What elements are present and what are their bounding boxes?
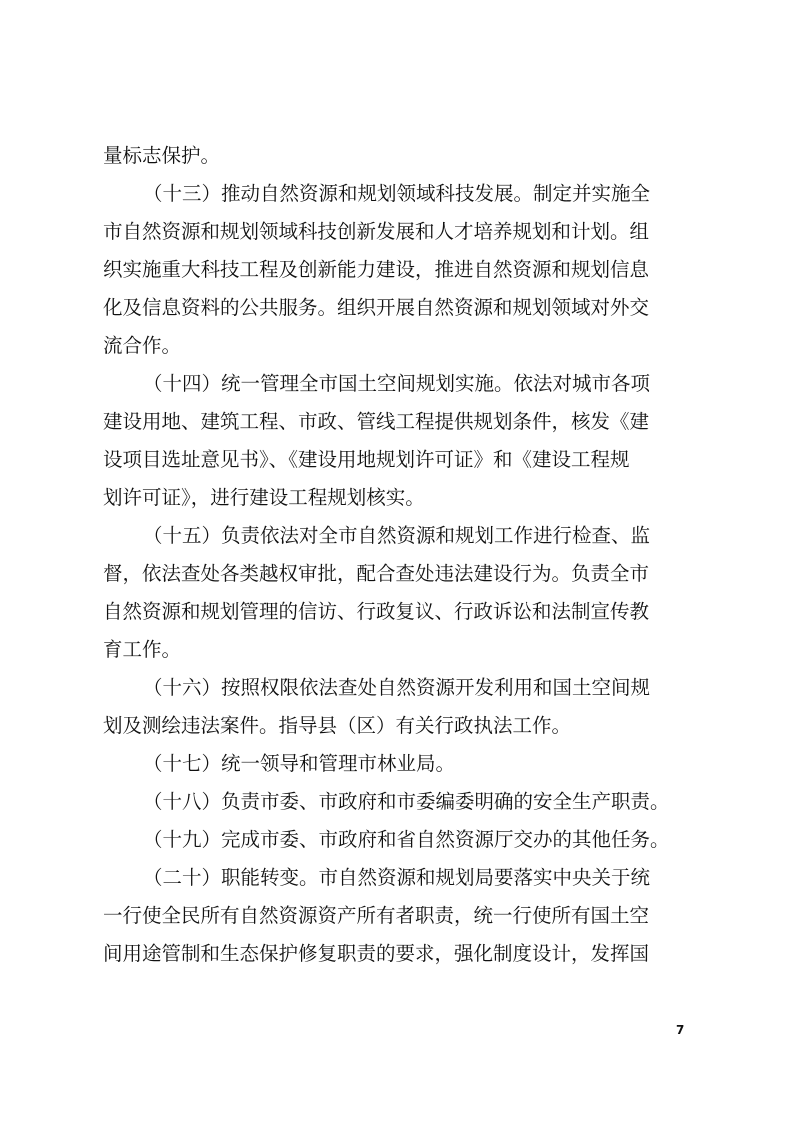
text-line: 间用途管制和生态保护修复职责的要求，强化制度设计，发挥国 bbox=[103, 942, 650, 965]
text-line: 一行使全民所有自然资源资产所有者职责，统一行使所有国土空 bbox=[103, 904, 650, 927]
text-line: 建设用地、建筑工程、市政、管线工程提供规划条件，核发《建 bbox=[103, 410, 650, 433]
text-line: （十三）推动自然资源和规划领域科技发展。制定并实施全 bbox=[143, 182, 651, 205]
text-line: 量标志保护。 bbox=[103, 144, 221, 167]
text-line: 流合作。 bbox=[103, 334, 182, 357]
text-line: 市自然资源和规划领域科技创新发展和人才培养规划和计划。组 bbox=[103, 220, 650, 243]
text-line: 织实施重大科技工程及创新能力建设，推进自然资源和规划信息 bbox=[103, 258, 650, 281]
text-line: （十七）统一领导和管理市林业局。 bbox=[143, 752, 456, 775]
text-line: （十八）负责市委、市政府和市委编委明确的安全生产职责。 bbox=[143, 790, 670, 813]
text-line: 自然资源和规划管理的信访、行政复议、行政诉讼和法制宣传教 bbox=[103, 600, 650, 623]
text-line: （十四）统一管理全市国土空间规划实施。依法对城市各项 bbox=[143, 372, 651, 395]
text-line: 化及信息资料的公共服务。组织开展自然资源和规划领域对外交 bbox=[103, 296, 650, 319]
text-line: 督，依法查处各类越权审批，配合查处违法建设行为。负责全市 bbox=[103, 562, 650, 585]
text-line: 划及测绘违法案件。指导县（区）有关行政执法工作。 bbox=[103, 714, 572, 737]
text-line: 划许可证》，进行建设工程规划核实。 bbox=[103, 486, 425, 509]
text-line: 设项目选址意见书》、《建设用地规划许可证》和《建设工程规 bbox=[103, 448, 630, 471]
text-line: （二十）职能转变。市自然资源和规划局要落实中央关于统 bbox=[143, 866, 651, 889]
text-line: （十九）完成市委、市政府和省自然资源厅交办的其他任务。 bbox=[143, 828, 670, 851]
text-line: （十六）按照权限依法查处自然资源开发利用和国土空间规 bbox=[143, 676, 651, 699]
text-line: （十五）负责依法对全市自然资源和规划工作进行检查、监 bbox=[143, 524, 651, 547]
text-line: 育工作。 bbox=[103, 638, 182, 661]
page-number: 7 bbox=[676, 1023, 685, 1037]
